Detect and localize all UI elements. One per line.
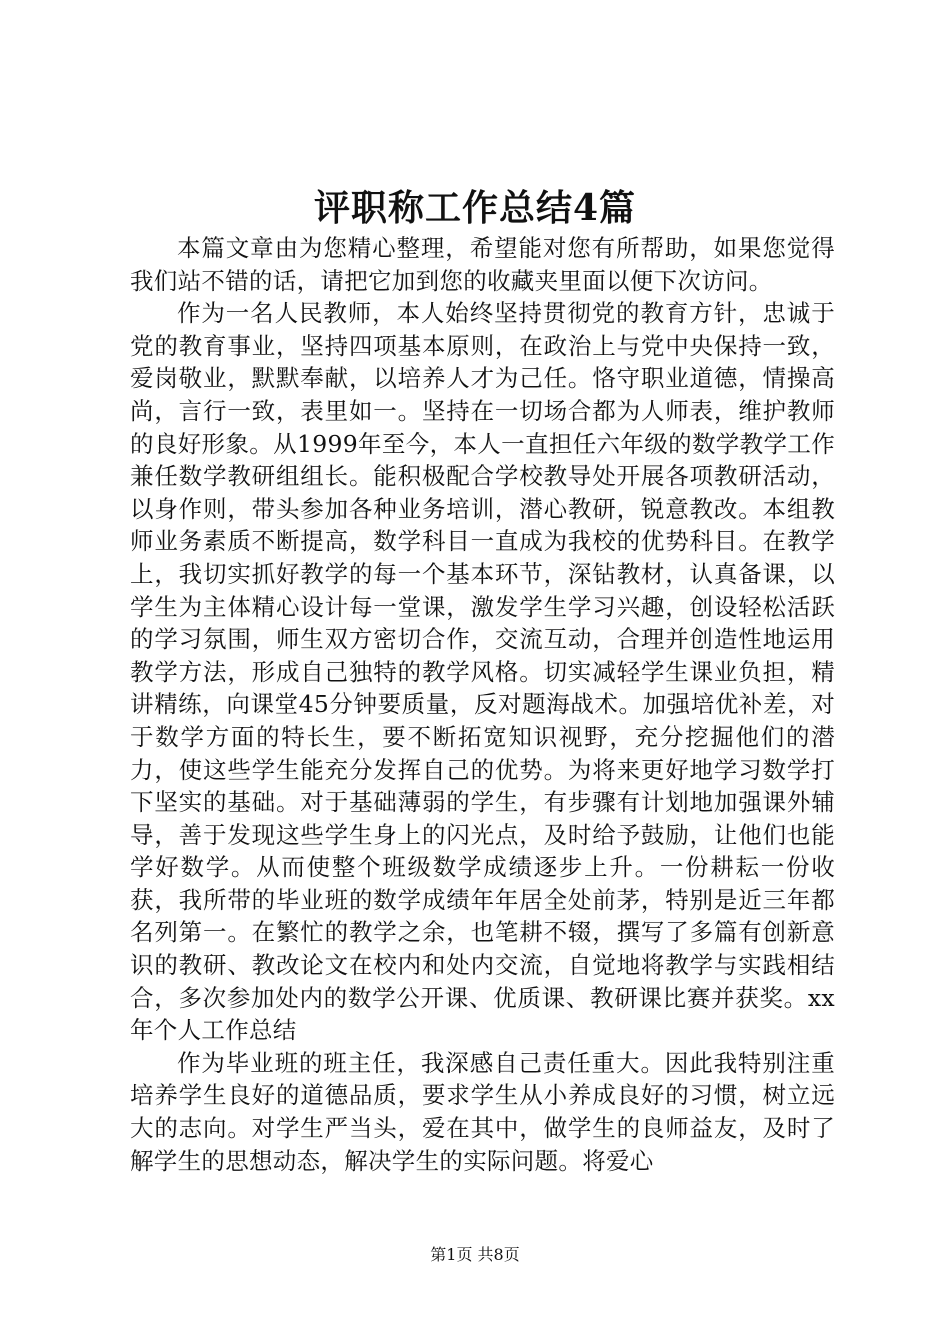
paragraph-teaching: 作为一名人民教师，本人始终坚持贯彻党的教育方针，忠诚于党的教育事业，坚持四项基本原则，在政治上与党中央保持一致，爱岗敬业，默默奉献，以培养人才为己任。恪守职业道德，情操高尚，言行一致，表里如一。坚持在一切场合都为人师表，维护教师的良好形象。从1999年至今，本人一直担任六年级的数学教学工作兼任数学教研组组长。能积极配合学校教导处开展各项教研活动，以身作则，带头参加各种业务培训，潜心教研，锐意教改。本组教师业务素质不断提高，数学科目一直成为我校的优势科目。在教学上，我切实抓好教学的每一个基本环节，深钻教材，认真备课，以学生为主体精心设计每一堂课，激发学生学习兴趣，创设轻松活跃的学习氛围，师生双方密切合作，交流互动，合理并创造性地运用教学方法，形成自己独特的教学风格。切实减轻学生课业负担，精讲精练，向课堂45分钟要质量，反对题海战术。加强培优补差，对于数学方面的特长生，要不断拓宽知识视野，充分挖掘他们的潜力，使这些学生能充分发挥自己的优势。为将来更好地学习数学打下坚实的基础。对于基础薄弱的学生，有步骤有计划地加强课外辅导，善于发现这些学生身上的闪光点，及时给予鼓励，让他们也能学好数学。从而使整个班级数学成绩逐步上升。一份耕耘一份收获，我所带的毕业班的数学成绩年年居全处前茅，特别是近三年都名列第一。在繁忙的教学之余，也笔耕不辍，撰写了多篇有创新意识的教研、教改论文在校内和处内交流，自觉地将教学与实践相结合，多次参加处内的数学公开课、优质课、教研课比赛并获奖。xx年个人工作总结 <box>130 299 835 1045</box>
paragraph-intro: 本篇文章由为您精心整理，希望能对您有所帮助，如果您觉得我们站不错的话，请把它加到您的收藏夹里面以便下次访问。 <box>130 234 835 295</box>
document-body <box>130 232 835 1177</box>
document-title: 评职称工作总结4篇 <box>313 187 637 229</box>
page-number-footer: 第1页 共8页 <box>430 1245 520 1264</box>
paragraph-class-teacher: 作为毕业班的班主任，我深感自己责任重大。因此我特别注重培养学生良好的道德品质，要求学生从小养成良好的习惯，树立远大的志向。对学生严当头，爱在其中，做学生的良师益友，及时了解学生的思想动态，解决学生的实际问题。将爱心 <box>130 1048 835 1175</box>
